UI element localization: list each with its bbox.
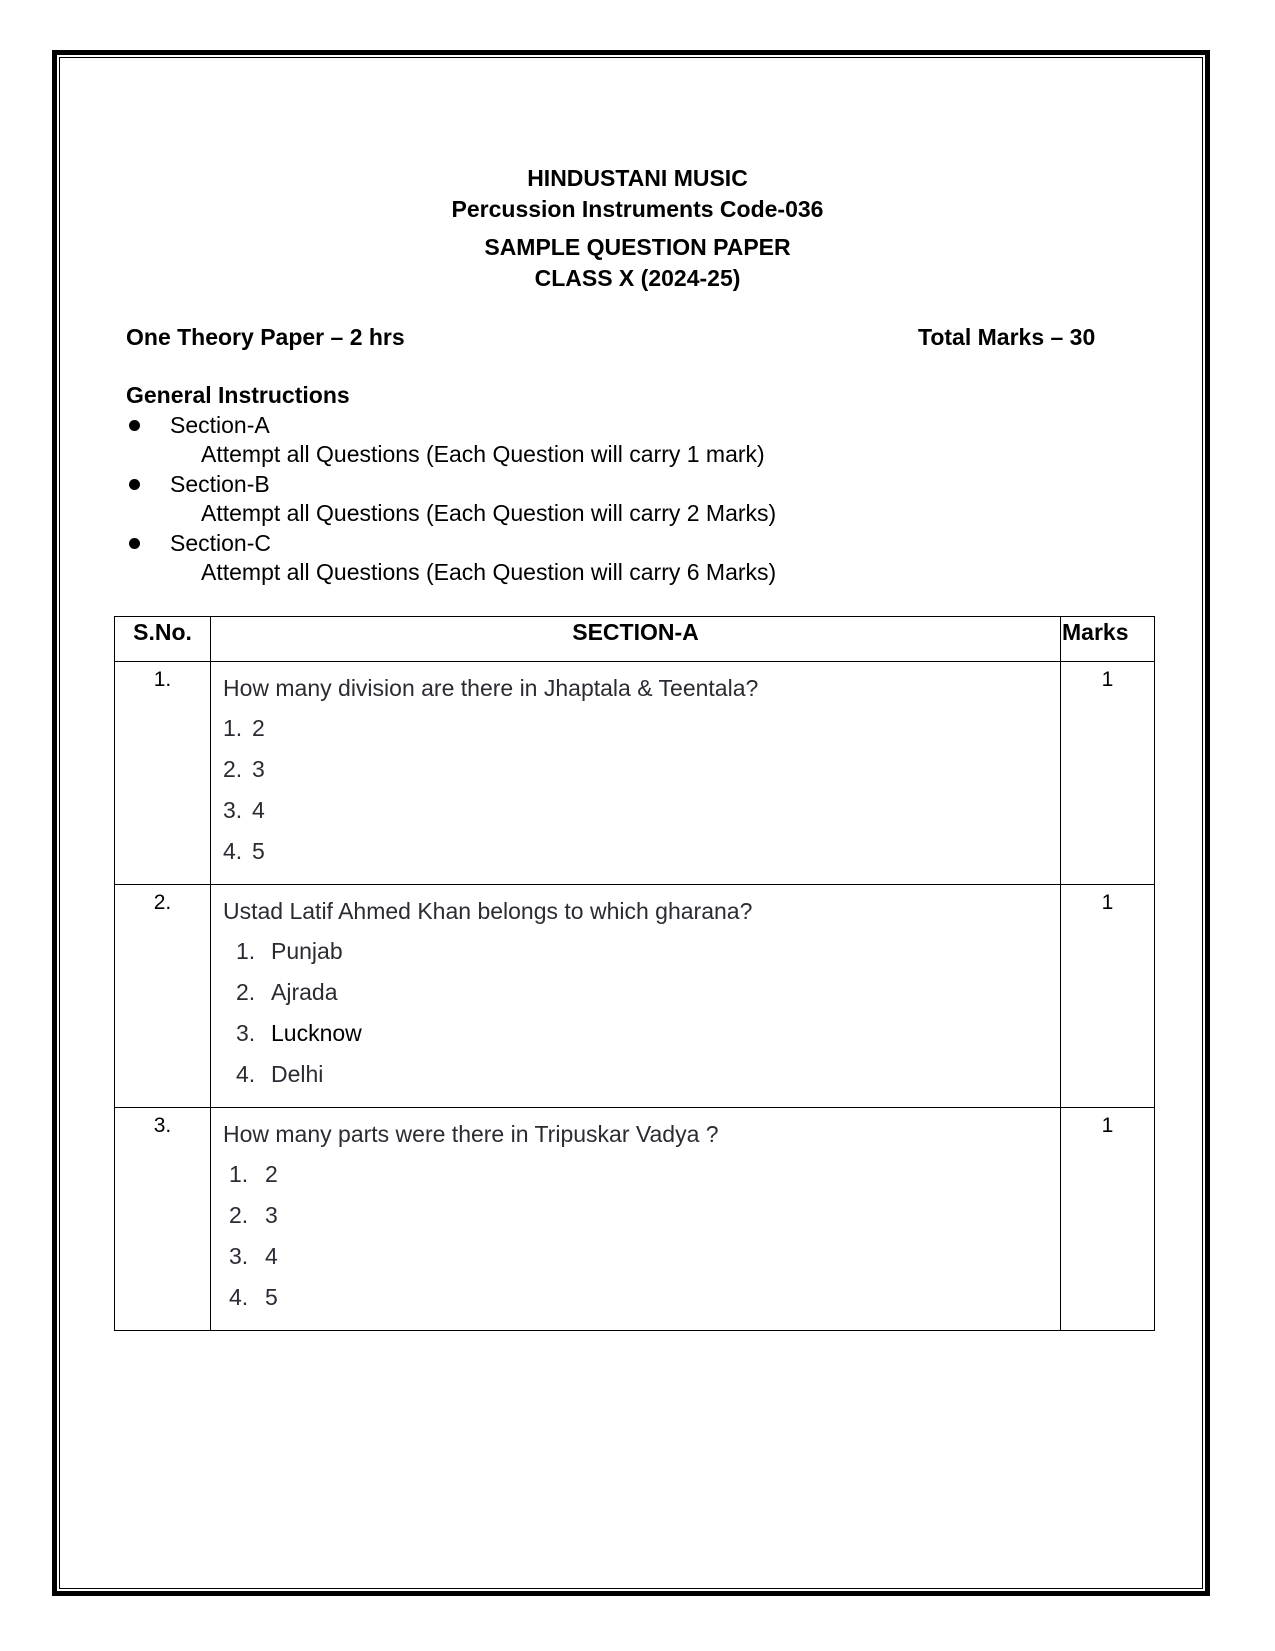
instruction-section: Section-C	[170, 530, 271, 556]
question-cell	[211, 662, 1061, 885]
question-number: 3.	[115, 1108, 211, 1331]
option-number: 4.	[229, 1284, 249, 1310]
option-item	[223, 976, 1048, 1017]
option-number: 3.	[229, 1243, 249, 1269]
sno-header: S.No.	[115, 617, 211, 662]
option-text: 5	[252, 838, 265, 864]
instruction-item	[126, 470, 1026, 529]
instruction-text: Attempt all Questions (Each Question will carry 1 mark)	[201, 441, 765, 467]
option-number: 3.	[223, 797, 243, 823]
question-cell	[211, 1108, 1061, 1331]
instruction-text: Attempt all Questions (Each Question will carry 2 Marks)	[201, 500, 777, 526]
option-number: 4.	[223, 838, 243, 864]
question-text: How many parts were there in Tripuskar Vadya ?	[223, 1121, 719, 1147]
question-text: Ustad Latif Ahmed Khan belongs to which gharana?	[223, 898, 753, 924]
option-number: 2.	[236, 979, 256, 1005]
total-marks: Total Marks – 30	[918, 324, 1096, 350]
marks-header: Marks	[1061, 617, 1155, 662]
instruction-section: Section-B	[170, 471, 270, 497]
bullet-icon	[129, 420, 140, 431]
option-number: 1.	[229, 1161, 249, 1187]
option-text: Lucknow	[271, 1020, 362, 1046]
question-number: 1.	[115, 662, 211, 885]
option-text: 5	[265, 1284, 278, 1310]
option-item	[223, 753, 1048, 794]
option-item	[223, 1058, 1048, 1099]
instructions-list	[126, 411, 1026, 588]
paper-duration: One Theory Paper – 2 hrs	[126, 324, 405, 350]
option-item	[223, 1240, 1048, 1281]
option-number: 1.	[236, 938, 256, 964]
option-number: 1.	[223, 715, 243, 741]
question-number: 2.	[115, 885, 211, 1108]
option-text: Punjab	[271, 938, 343, 964]
table-row	[115, 662, 1155, 885]
table-row	[115, 885, 1155, 1108]
question-marks: 1	[1061, 662, 1155, 885]
option-item	[223, 835, 1048, 876]
bullet-icon	[129, 538, 140, 549]
bullet-icon	[129, 479, 140, 490]
option-item	[223, 1199, 1048, 1240]
instruction-section: Section-A	[170, 412, 270, 438]
option-text: 2	[265, 1161, 278, 1187]
option-text: Delhi	[271, 1061, 324, 1087]
question-text: How many division are there in Jhaptala & Teentala?	[223, 675, 759, 701]
option-item	[223, 794, 1048, 835]
section-header: SECTION-A	[211, 617, 1061, 662]
option-text: 3	[252, 756, 265, 782]
option-text: 2	[252, 715, 265, 741]
option-number: 3.	[236, 1020, 256, 1046]
question-marks: 1	[1061, 1108, 1155, 1331]
option-item	[223, 1281, 1048, 1322]
instruction-text: Attempt all Questions (Each Question will carry 6 Marks)	[201, 559, 777, 585]
questions-table	[114, 616, 1155, 1331]
option-number: 4.	[236, 1061, 256, 1087]
table-row	[115, 1108, 1155, 1331]
option-text: 3	[265, 1202, 278, 1228]
instructions-title: General Instructions	[126, 382, 350, 408]
option-item	[223, 935, 1048, 976]
option-text: 4	[252, 797, 265, 823]
class-title: CLASS X (2024-25)	[534, 265, 741, 291]
table-header-row	[115, 617, 1155, 662]
option-number: 2.	[229, 1202, 249, 1228]
option-item	[223, 1158, 1048, 1199]
option-item	[223, 1017, 1048, 1058]
question-cell	[211, 885, 1061, 1108]
option-number: 2.	[223, 756, 243, 782]
course-title: Percussion Instruments Code-036	[451, 196, 824, 222]
option-text: Ajrada	[271, 979, 338, 1005]
instruction-item	[126, 411, 1026, 470]
subject-title: HINDUSTANI MUSIC	[527, 165, 748, 191]
question-marks: 1	[1061, 885, 1155, 1108]
instruction-item	[126, 529, 1026, 588]
option-item	[223, 712, 1048, 753]
option-text: 4	[265, 1243, 278, 1269]
paper-type-title: SAMPLE QUESTION PAPER	[484, 234, 791, 260]
